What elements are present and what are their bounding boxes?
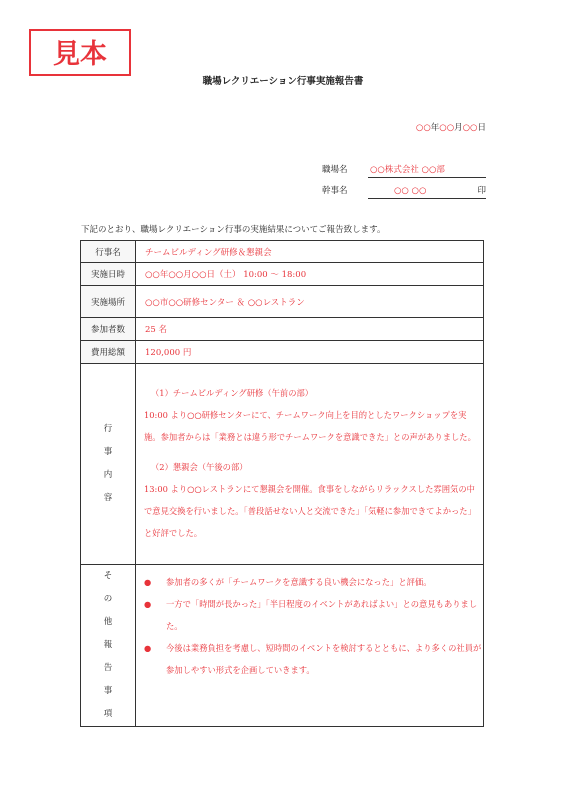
- document-title: 職場レクリエーション行事実施報告書: [202, 76, 364, 87]
- organizer-value: ○○ ○○: [394, 186, 427, 196]
- intro-text: 下記のとおり、職場レクリエーション行事の実施結果についてご報告致します。: [81, 225, 386, 235]
- cell-label: 実施場所: [81, 286, 136, 318]
- cell-value: 120,000 円: [136, 341, 484, 364]
- cell-value: ○○年○○月○○日（土） 10:00 ～ 18:00: [136, 263, 484, 286]
- report-table: [80, 240, 484, 727]
- row-other: [81, 565, 484, 727]
- workplace-label: 職場名: [322, 165, 348, 175]
- cell-label: 行事名: [81, 241, 136, 263]
- row-location: [81, 286, 484, 318]
- content-body: [136, 364, 484, 565]
- organizer-underline: [368, 198, 486, 199]
- section2-body: 13:00 より○○レストランにて懇親会を開催。食事をしながらリラックスした雰囲気の中で意見交換を行いました。「普段話せない人と交流できた」「気軽に参加できてよかった」と好評でした。: [144, 484, 476, 538]
- other-body: [136, 565, 484, 727]
- content-label: 行 事 内 容: [81, 364, 136, 565]
- cell-value: 25 名: [136, 318, 484, 341]
- date-month: ○○: [439, 123, 455, 133]
- row-datetime: [81, 263, 484, 286]
- date-month-kanji: 月: [454, 123, 463, 133]
- section1-title: （1）チームビルディング研修（午前の部）: [151, 388, 314, 398]
- cell-value: ○○市○○研修センター ＆ ○○レストラン: [136, 286, 484, 318]
- workplace-field: [322, 163, 486, 175]
- row-cost: [81, 341, 484, 364]
- report-date: [416, 121, 486, 133]
- organizer-label: 幹事名: [322, 186, 348, 196]
- seal-mark: 印: [477, 186, 486, 196]
- list-item: ● 一方で「時間が長かった」「半日程度のイベントがあればよい」との意見もありました。: [144, 599, 478, 631]
- list-item: ● 今後は業務負担を考慮し、短時間のイベントを検討するとともに、より多くの社員が参加しやすい形式を企画していきます。: [144, 643, 482, 675]
- cell-label: 費用総額: [81, 341, 136, 364]
- row-event-name: [81, 241, 484, 263]
- section1-body: 10:00 より○○研修センターにて、チームワーク向上を目的としたワークショップを実施。参加者からは「業務とは違う形でチームワークを意識できた」との声がありました。: [144, 410, 476, 442]
- list-item: ● 参加者の多くが「チームワークを意識する良い機会になった」と評価。: [144, 577, 432, 587]
- section2-title: （2）懇親会（午後の部）: [151, 462, 248, 472]
- date-day: ○○: [462, 123, 478, 133]
- row-content: [81, 364, 484, 565]
- organizer-field: [322, 184, 486, 196]
- workplace-underline: [368, 177, 486, 178]
- other-label: そ の 他 報 告 事 項: [81, 565, 136, 727]
- date-year-kanji: 年: [430, 123, 440, 133]
- workplace-value: ○○株式会社 ○○部: [370, 165, 445, 175]
- row-participants: [81, 318, 484, 341]
- cell-value: チームビルディング研修＆懇親会: [136, 241, 484, 263]
- sample-stamp: 見本: [29, 29, 131, 76]
- date-year: ○○: [415, 123, 431, 133]
- cell-label: 参加者数: [81, 318, 136, 341]
- cell-label: 実施日時: [81, 263, 136, 286]
- date-day-kanji: 日: [477, 123, 486, 133]
